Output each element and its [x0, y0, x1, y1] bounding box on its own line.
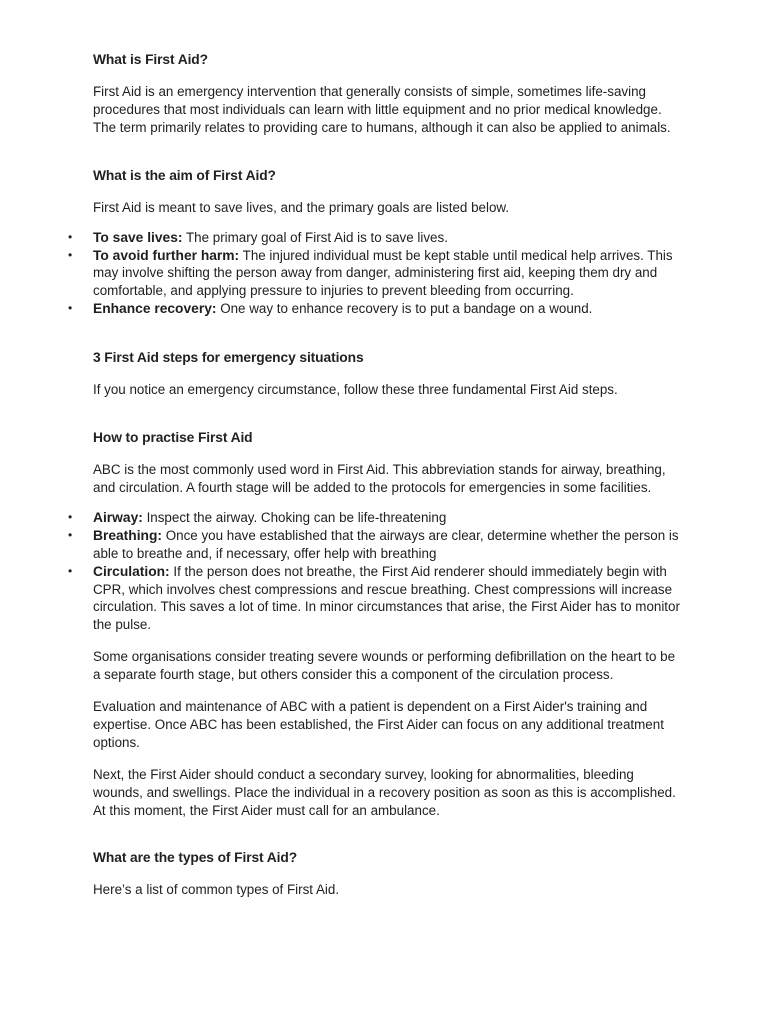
- list-item-text: Inspect the airway. Choking can be life-threatening: [142, 509, 447, 525]
- heading-what-is-first-aid: What is First Aid?: [93, 52, 208, 67]
- document-page: [68, 50, 683, 899]
- bullet-icon: •: [68, 247, 73, 262]
- list-item: [68, 563, 683, 635]
- bullet-icon: •: [68, 527, 73, 542]
- paragraph-abc-intro: ABC is the most commonly used word in First Aid. This abbreviation stands for airway, breathing, and circulation. A fourth stage will be added to the protocols for emergencies in some facilities.: [93, 462, 666, 495]
- heading-how-to-practise: How to practise First Aid: [93, 430, 253, 446]
- paragraph-types-intro: Here’s a list of common types of First Aid.: [93, 882, 340, 898]
- list-item: [68, 229, 683, 247]
- aim-list: [68, 229, 683, 319]
- paragraph-emergency-steps: If you notice an emergency circumstance, follow these three fundamental First Aid steps.: [93, 382, 618, 398]
- list-item: [68, 247, 683, 301]
- list-item: [68, 527, 683, 563]
- list-item-text: Once you have established that the airways are clear, determine whether the person is able to breathe and, if necessary, offer help with breathing: [93, 527, 679, 561]
- abc-list: [68, 509, 683, 634]
- list-item-text: The injured individual must be kept stable until medical help arrives. This may involve shifting the person away from danger, administering first aid, keeping them dry and comfortable, and applying pressure to injuries to prevent bleeding from occurring.: [93, 247, 673, 299]
- bullet-icon: •: [68, 509, 73, 524]
- list-item-text: The primary goal of First Aid is to save lives.: [182, 229, 448, 245]
- heading-types-of-first-aid: What are the types of First Aid?: [93, 850, 298, 866]
- list-item-term: Enhance recovery:: [93, 301, 217, 317]
- paragraph-fourth-stage: Some organisations consider treating severe wounds or performing defibrillation on the heart to be a separate fourth stage, but others consider this a component of the circulation process.: [93, 649, 676, 683]
- list-item-term: To avoid further harm:: [93, 247, 240, 263]
- list-item: [68, 300, 683, 318]
- paragraph-abc-evaluation: Evaluation and maintenance of ABC with a patient is dependent on a First Aider's training and expertise. Once ABC has been established, the First Aider can focus on any additional treatment options.: [93, 699, 664, 750]
- bullet-icon: •: [68, 229, 73, 244]
- heading-aim-of-first-aid: What is the aim of First Aid?: [93, 167, 276, 183]
- list-item-term: Breathing:: [93, 527, 162, 543]
- bullet-icon: •: [68, 301, 73, 316]
- list-item-text: If the person does not breathe, the First Aid renderer should immediately begin with CPR, which involves chest compressions and rescue breathing. Chest compressions will increase circulation. This saves a lot of time. In minor circumstances that arise, the First Aider has to monitor the pulse.: [93, 563, 680, 633]
- paragraph-first-aid-definition: First Aid is an emergency intervention that generally consists of simple, sometimes life-saving procedures that most individuals can learn with little equipment and no prior medical knowledge. The term primarily relates to providing care to humans, although it can also be applied to animals.: [93, 84, 671, 135]
- list-item-text: One way to enhance recovery is to put a bandage on a wound.: [216, 301, 593, 317]
- list-item-term: To save lives:: [93, 229, 183, 245]
- bullet-icon: •: [68, 563, 73, 578]
- list-item-term: Airway:: [93, 509, 143, 525]
- list-item: [68, 509, 683, 527]
- heading-emergency-steps: 3 First Aid steps for emergency situations: [93, 350, 364, 366]
- paragraph-secondary-survey: Next, the First Aider should conduct a secondary survey, looking for abnormalities, bleeding wounds, and swellings. Place the individual in a recovery position as soon as this is accomplished. At this moment, the First Aider must call for an ambulance.: [93, 766, 676, 818]
- paragraph-aim-intro: First Aid is meant to save lives, and the primary goals are listed below.: [93, 199, 510, 215]
- list-item-term: Circulation:: [93, 563, 170, 579]
